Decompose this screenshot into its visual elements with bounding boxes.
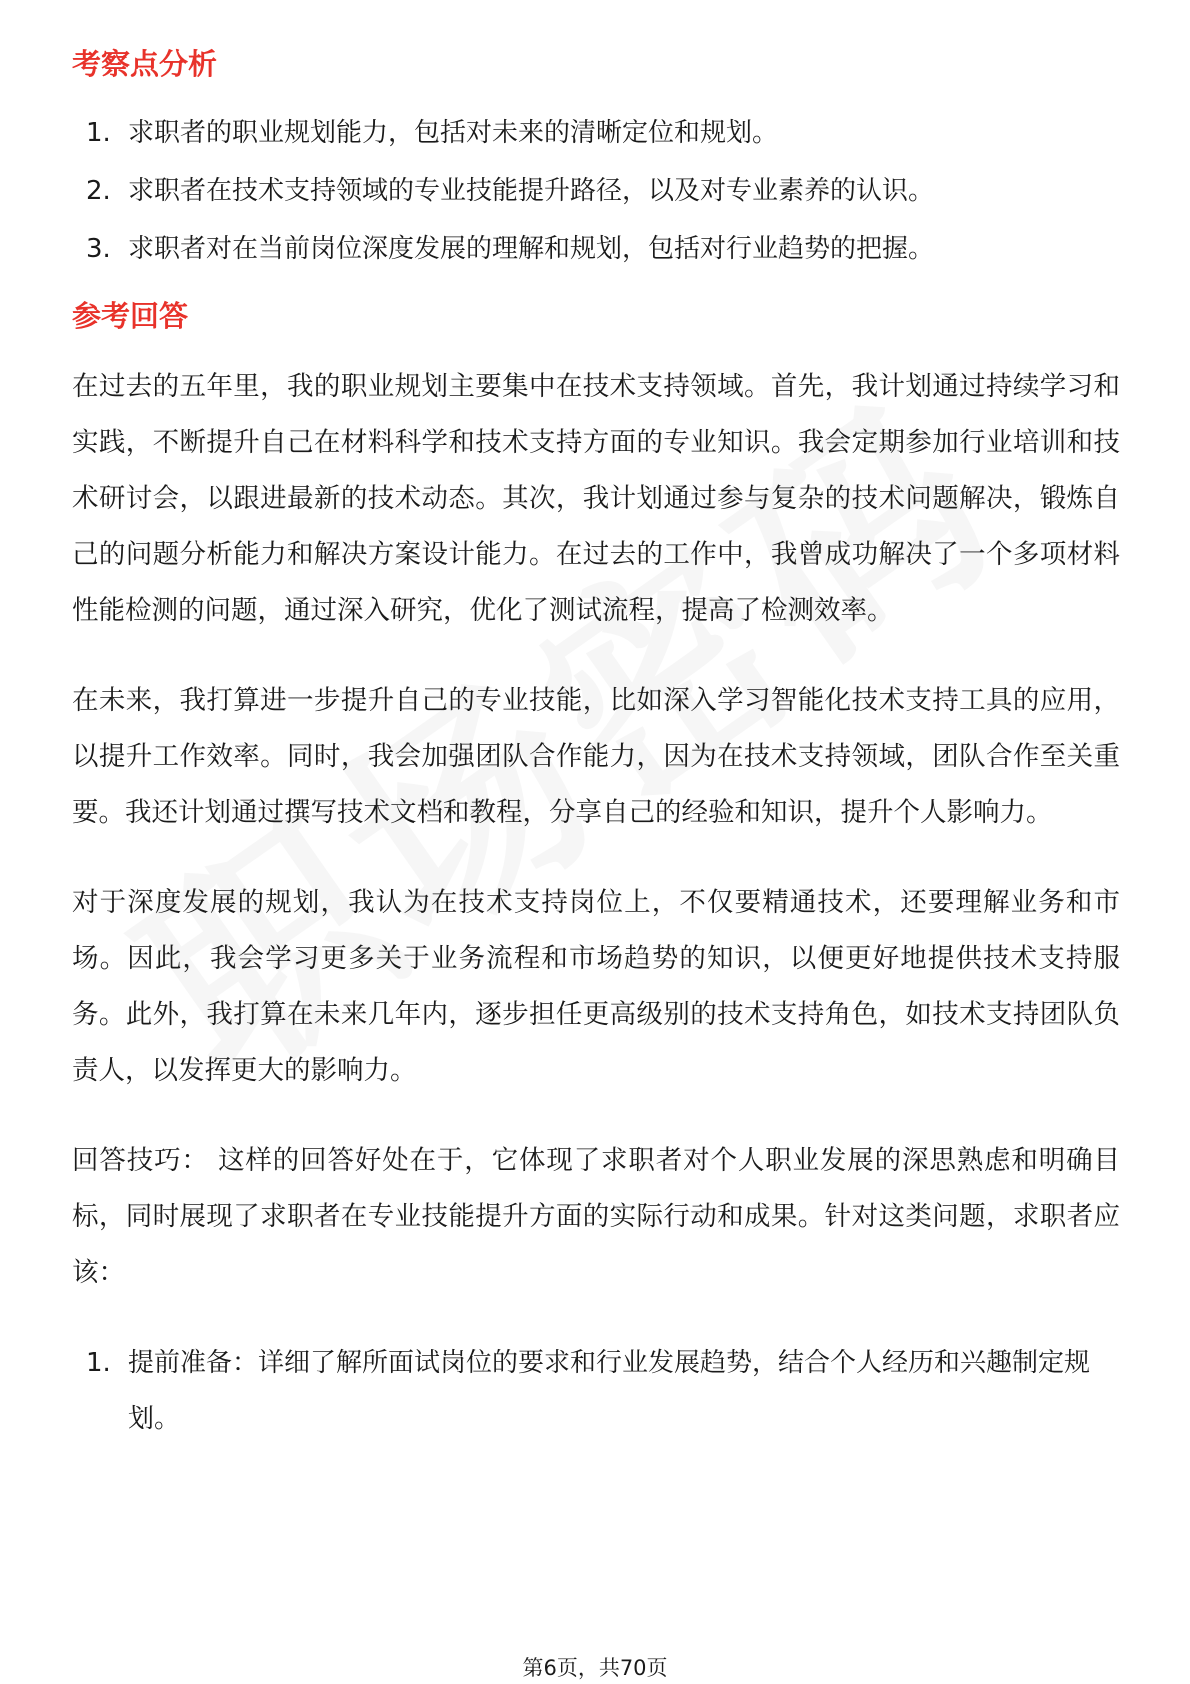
answer-paragraph: 在未来，我打算进一步提升自己的专业技能，比如深入学习智能化技术支持工具的应用，以提升工作效率。同时，我会加强团队合作能力，因为在技术支持领域，团队合作至关重要。我还计划通过撰写技术文档和教程，分享自己的经验和知识，提升个人影响力。 [72,685,1120,829]
list-item [86,1335,1120,1447]
list-number: 1. [86,1348,111,1379]
list-item [86,166,1120,216]
list-item [86,224,1120,274]
analysis-list [72,108,1120,274]
page-footer: 第6页，共70页 [522,1656,668,1680]
section-heading-reference-answer: 参考回答 [72,298,189,333]
list-item-text: 提前准备：详细了解所面试岗位的要求和行业发展趋势，结合个人经历和兴趣制定规划。 [128,1348,1091,1435]
list-item-text: 求职者的职业规划能力，包括对未来的清晰定位和规划。 [128,117,779,148]
answer-paragraph: 在过去的五年里，我的职业规划主要集中在技术支持领域。首先，我计划通过持续学习和实践，不断提升自己在材料科学和技术支持方面的专业知识。我会定期参加行业培训和技术研讨会，以跟进最新的技术动态。其次，我计划通过参与复杂的技术问题解决，锻炼自己的问题分析能力和解决方案设计能力。在过去的工作中，我曾成功解决了一个多项材料性能检测的问题，通过深入研究，优化了测试流程，提高了检测效率。 [72,371,1120,627]
tips-list [72,1335,1120,1447]
list-item [86,108,1120,158]
list-item-text: 求职者对在当前岗位深度发展的理解和规划，包括对行业趋势的把握。 [128,233,935,264]
list-number: 1. [86,117,111,148]
list-number: 3. [86,233,111,264]
list-item-text: 求职者在技术支持领域的专业技能提升路径，以及对专业素养的认识。 [128,175,935,206]
answer-paragraph: 对于深度发展的规划，我认为在技术支持岗位上，不仅要精通技术，还要理解业务和市场。因此，我会学习更多关于业务流程和市场趋势的知识，以便更好地提供技术支持服务。此外，我打算在未来几年内，逐步担任更高级别的技术支持角色，如技术支持团队负责人，以发挥更大的影响力。 [72,887,1120,1087]
list-number: 2. [86,175,111,206]
section-heading-analysis: 考察点分析 [72,47,218,81]
document-page [72,46,1120,1455]
answer-tips-paragraph: 回答技巧： 这样的回答好处在于，它体现了求职者对个人职业发展的深思熟虑和明确目标，同时展现了求职者在专业技能提升方面的实际行动和成果。针对这类问题，求职者应该： [72,1145,1120,1289]
